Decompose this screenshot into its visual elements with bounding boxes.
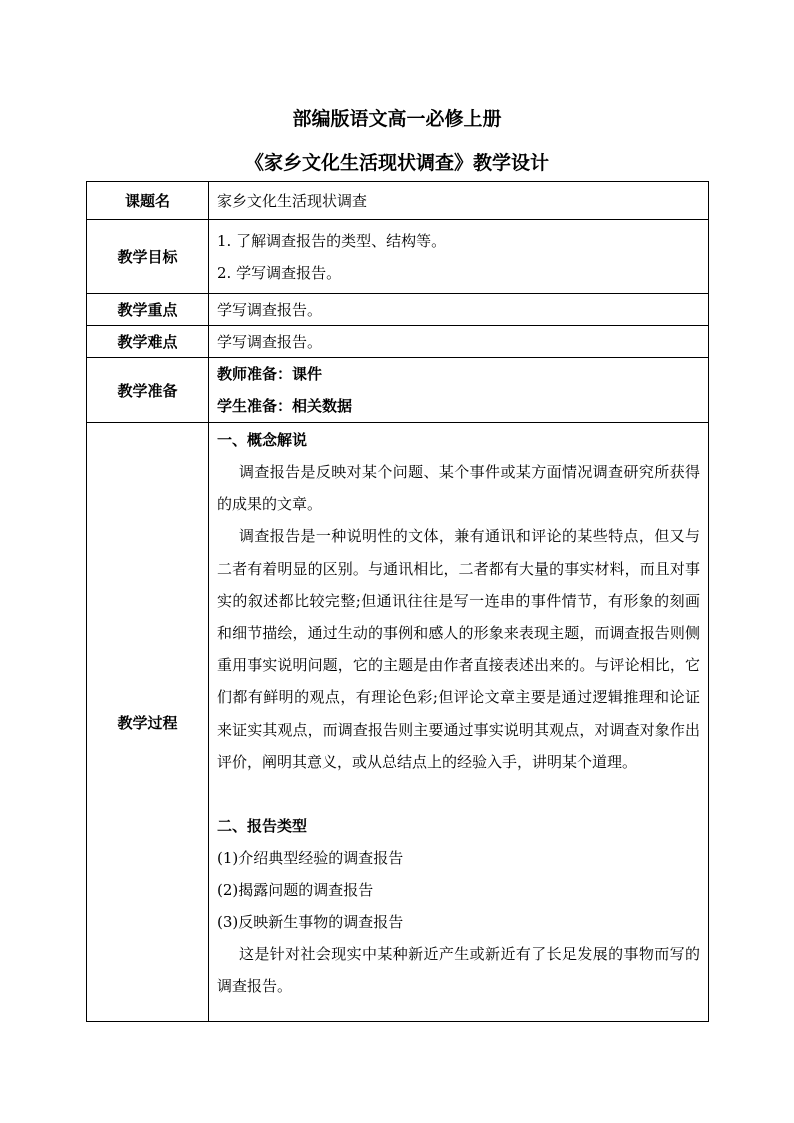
list-item: (1)介绍典型经验的调查报告 [217, 849, 404, 868]
key-point-label: 教学重点 [87, 294, 209, 326]
goal-item: 1. 了解调查报告的类型、结构等。 [217, 231, 447, 250]
topic-value: 家乡文化生活现状调查 [209, 182, 709, 220]
process-label: 教学过程 [87, 423, 209, 1022]
topic-label: 课题名 [87, 182, 209, 220]
student-preparation: 学生准备：相关数据 [217, 397, 353, 415]
preparation-label: 教学准备 [87, 358, 209, 423]
table-row [87, 423, 709, 1022]
goals-label: 教学目标 [87, 220, 209, 294]
goal-item: 2. 学写调查报告。 [217, 263, 342, 282]
document-subtitle: 《家乡文化生活现状调查》教学设计 [244, 152, 549, 174]
process-cell [209, 423, 709, 1022]
goals-cell [209, 220, 709, 294]
difficulty-value: 学写调查报告。 [209, 326, 709, 358]
paragraph: 这是针对社会现实中某种新近产生或新近有了长足发展的事物而写的调查报告。 [217, 945, 700, 996]
paragraph: 调查报告是反映对某个问题、某个事件或某方面情况调查研究所获得的成果的文章。 [217, 463, 700, 514]
table-row [87, 358, 709, 423]
table-row [87, 182, 709, 220]
table-row [87, 326, 709, 358]
section-heading: 一、概念解说 [217, 431, 308, 449]
lesson-plan-table [86, 181, 709, 1022]
list-item: (2)揭露问题的调查报告 [217, 881, 374, 900]
document-title: 部编版语文高一必修上册 [292, 108, 502, 130]
paragraph: 调查报告是一种说明性的文体，兼有通讯和评论的某些特点，但又与二者有着明显的区别。与通讯相比，二者都有大量的事实材料，而且对事实的叙述都比较完整;但通讯往往是写一连串的事件情节，有形象的刻画和细节描绘，通过生动的事例和感人的形象来表现主题，而调查报告则侧重用事实说明问题，它的主题是由作者直接表述出来的。与评论相比，它们都有鲜明的观点，有理论色彩;但评论文章主要是通过逻辑推理和论证来证实其观点，而调查报告则主要通过事实说明其观点，对调查对象作出评价，阐明其意义，或从总结点上的经验入手，讲明某个道理。 [217, 527, 700, 771]
list-item: (3)反映新生事物的调查报告 [217, 913, 404, 932]
difficulty-label: 教学难点 [87, 326, 209, 358]
table-row [87, 220, 709, 294]
preparation-cell [209, 358, 709, 423]
table-row [87, 294, 709, 326]
key-point-value: 学写调查报告。 [209, 294, 709, 326]
section-heading: 二、报告类型 [217, 817, 308, 836]
spacer [217, 778, 700, 810]
teacher-preparation: 教师准备：课件 [217, 365, 323, 383]
